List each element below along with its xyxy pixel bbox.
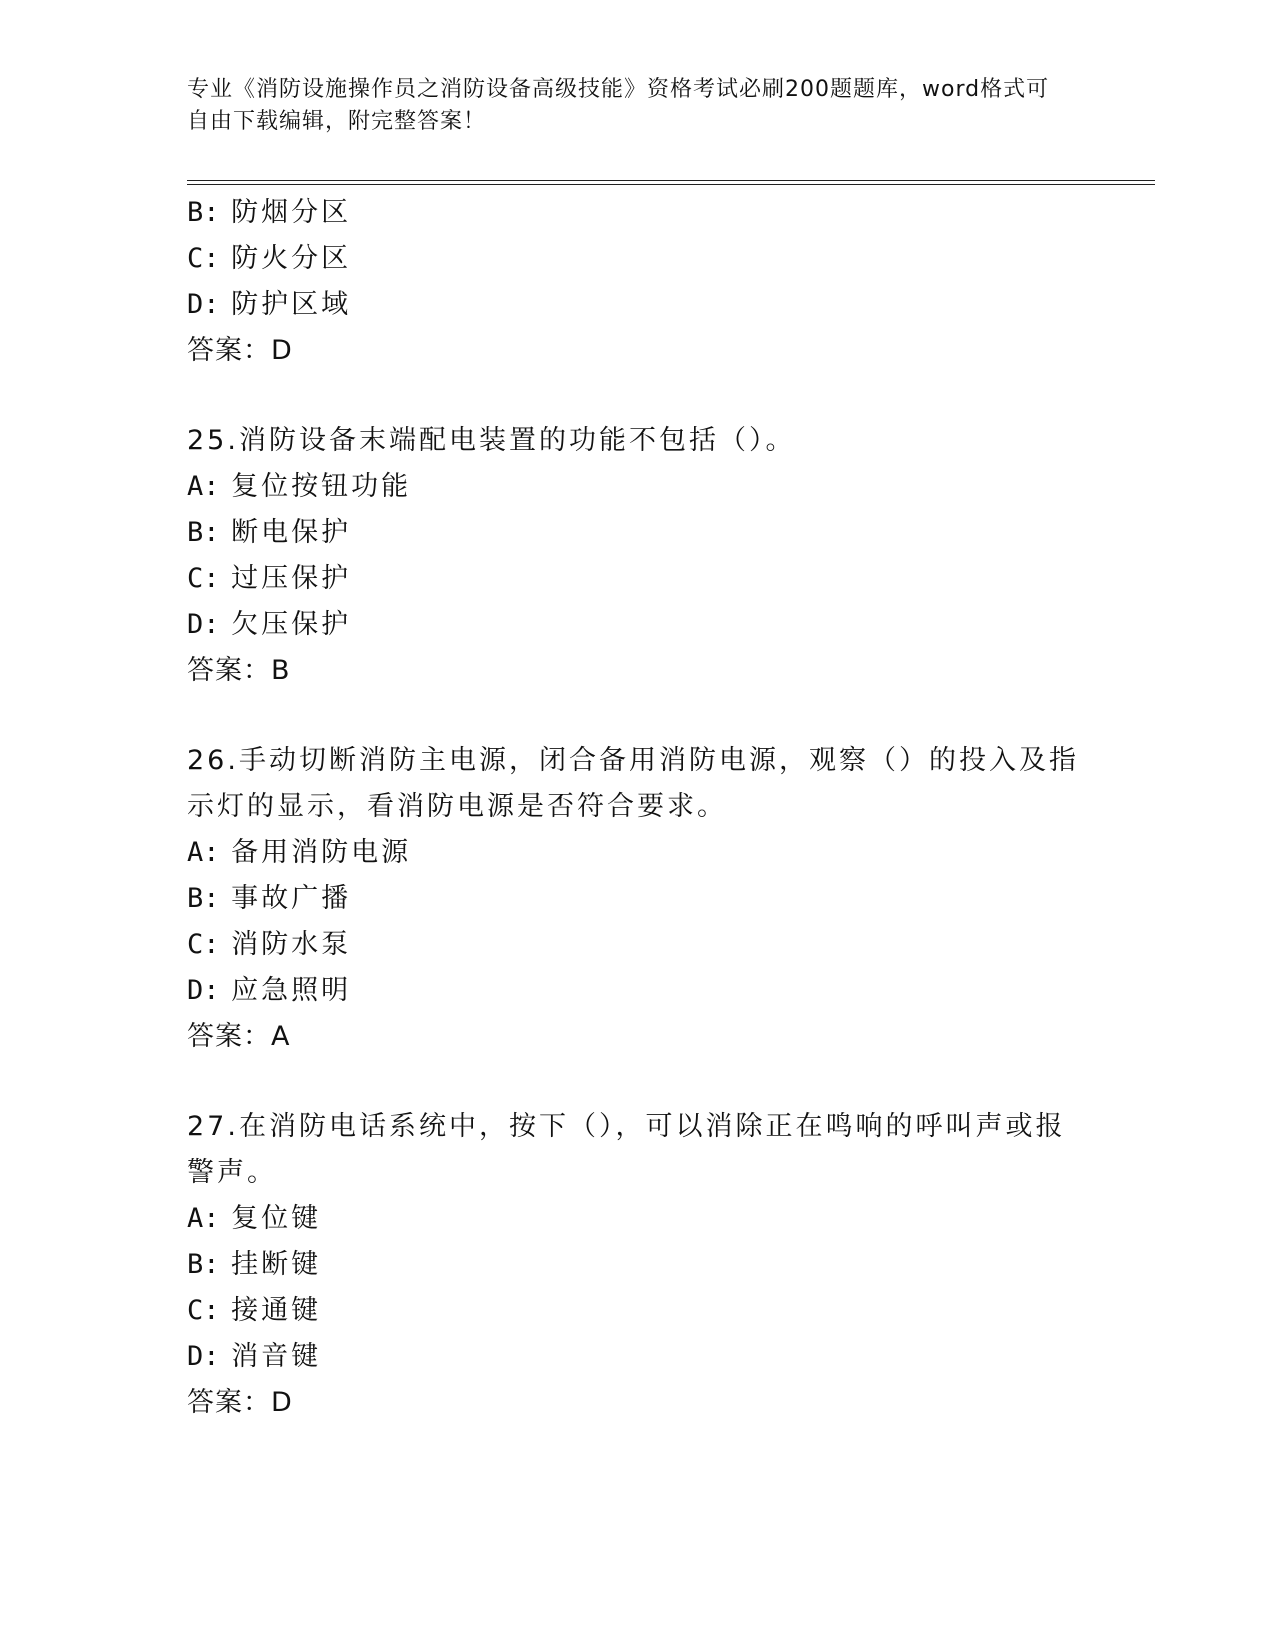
option-text: 应急照明 <box>231 975 352 1006</box>
question-block-26 <box>187 738 1087 1060</box>
option-d <box>187 1334 1087 1380</box>
option-text: 接通键 <box>231 1295 322 1326</box>
question-stem: 27.在消防电话系统中，按下（），可以消除正在鸣响的呼叫声或报警声。 <box>187 1111 1066 1188</box>
option-c <box>187 922 1087 968</box>
option-label: B: <box>187 883 220 914</box>
option-label: B: <box>187 1249 220 1280</box>
option-text: 备用消防电源 <box>231 837 412 868</box>
answer-line: 答案：D <box>187 1387 293 1418</box>
document-header: 专业《消防设施操作员之消防设备高级技能》资格考试必刷200题题库，word格式可自由下载编辑，附完整答案！ <box>187 77 1050 134</box>
answer-line: 答案：D <box>187 335 293 366</box>
question-stem: 25.消防设备末端配电装置的功能不包括（）。 <box>187 425 796 456</box>
option-text: 消防水泵 <box>231 929 352 960</box>
option-b <box>187 510 1087 556</box>
option-label: D: <box>187 289 220 320</box>
option-c <box>187 1288 1087 1334</box>
option-label: A: <box>187 1203 220 1234</box>
option-text: 断电保护 <box>231 517 352 548</box>
option-text: 复位按钮功能 <box>231 471 412 502</box>
option-label: C: <box>187 929 220 960</box>
prev-question-block <box>187 190 1087 374</box>
option-label: C: <box>187 1295 220 1326</box>
option-label: A: <box>187 837 220 868</box>
option-text: 复位键 <box>231 1203 322 1234</box>
option-a <box>187 464 1087 510</box>
question-block-27 <box>187 1104 1087 1426</box>
answer-line: 答案：B <box>187 655 291 686</box>
option-label: B: <box>187 517 220 548</box>
option-d <box>187 282 1087 328</box>
option-text: 防护区域 <box>231 289 352 320</box>
option-text: 事故广播 <box>231 883 352 914</box>
option-a <box>187 1196 1087 1242</box>
header-divider-bottom <box>187 184 1155 185</box>
option-text: 过压保护 <box>231 563 352 594</box>
option-text: 消音键 <box>231 1341 322 1372</box>
option-label: B: <box>187 197 220 228</box>
option-d <box>187 968 1087 1014</box>
option-b <box>187 1242 1087 1288</box>
option-label: C: <box>187 243 220 274</box>
option-text: 挂断键 <box>231 1249 322 1280</box>
header-divider-top <box>187 180 1155 181</box>
option-text: 欠压保护 <box>231 609 352 640</box>
option-c <box>187 556 1087 602</box>
answer-line: 答案：A <box>187 1021 291 1052</box>
option-label: D: <box>187 609 220 640</box>
option-text: 防烟分区 <box>231 197 352 228</box>
question-block-25 <box>187 418 1087 694</box>
option-b <box>187 190 1087 236</box>
option-label: C: <box>187 563 220 594</box>
option-a <box>187 830 1087 876</box>
option-d <box>187 602 1087 648</box>
option-text: 防火分区 <box>231 243 352 274</box>
question-list <box>187 190 1087 1426</box>
question-stem: 26.手动切断消防主电源，闭合备用消防电源，观察（）的投入及指示灯的显示，看消防电源是否符合要求。 <box>187 745 1079 822</box>
option-c <box>187 236 1087 282</box>
option-label: A: <box>187 471 220 502</box>
option-label: D: <box>187 975 220 1006</box>
option-b <box>187 876 1087 922</box>
option-label: D: <box>187 1341 220 1372</box>
